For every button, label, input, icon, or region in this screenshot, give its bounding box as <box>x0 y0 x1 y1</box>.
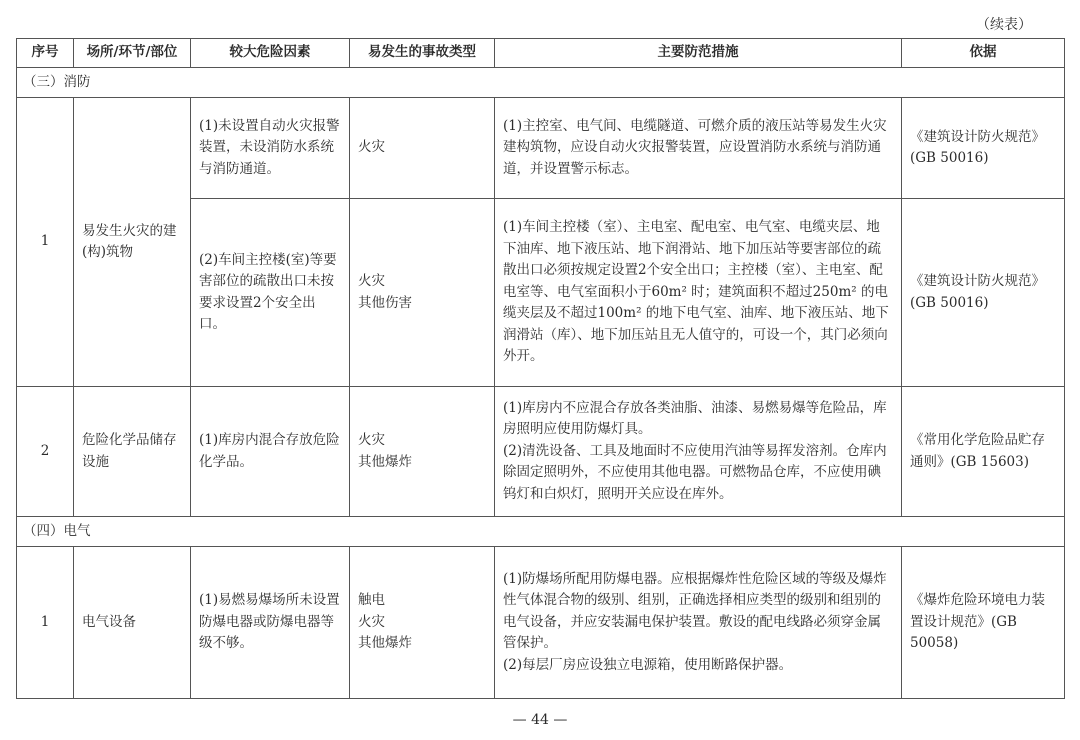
row-basis: 《建筑设计防火规范》(GB 50016) <box>902 199 1065 387</box>
row-measures: (1)防爆场所配用防爆电器。应根据爆炸性危险区域的等级及爆炸性气体混合物的级别、组别，正确选择相应类型的级别和组别的电气设备，并应安装漏电保护装置。敷设的配电线路必须穿金属管保护。 (2)每层厂房应设独立电源箱，使用断路保护器。 <box>495 547 902 699</box>
row-accident-type: 火灾 <box>350 98 495 199</box>
row-basis: 《爆炸危险环境电力装置设计规范》(GB 50058) <box>902 547 1065 699</box>
header-measures: 主要防范措施 <box>495 39 902 68</box>
table-row <box>17 547 1065 699</box>
row-accident-type: 火灾 其他爆炸 <box>350 387 495 517</box>
row-no: 1 <box>17 547 74 699</box>
row-basis: 《常用化学危险品贮存通则》(GB 15603) <box>902 387 1065 517</box>
section-row <box>17 517 1065 547</box>
section-title: （四）电气 <box>17 517 1065 547</box>
row-factor: (2)车间主控楼(室)等要害部位的疏散出口未按要求设置2个安全出口。 <box>191 199 350 387</box>
page-number: — 44 — <box>512 712 568 728</box>
section-row <box>17 68 1065 98</box>
row-factor: (1)易燃易爆场所未设置防爆电器或防爆电器等级不够。 <box>191 547 350 699</box>
row-no: 2 <box>17 387 74 517</box>
row-factor: (1)库房内混合存放危险化学品。 <box>191 387 350 517</box>
row-place: 电气设备 <box>74 547 191 699</box>
row-basis: 《建筑设计防火规范》(GB 50016) <box>902 98 1065 199</box>
row-place: 危险化学品储存设施 <box>74 387 191 517</box>
header-accident-type: 易发生的事故类型 <box>350 39 495 68</box>
hazard-table <box>16 38 1065 699</box>
header-no: 序号 <box>17 39 74 68</box>
header-basis: 依据 <box>902 39 1065 68</box>
row-no: 1 <box>17 98 74 387</box>
continued-label: （续表） <box>976 17 1032 33</box>
row-factor: (1)未设置自动火灾报警装置，未设消防水系统与消防通道。 <box>191 98 350 199</box>
header-factor: 较大危险因素 <box>191 39 350 68</box>
row-measures: (1)车间主控楼（室）、主电室、配电室、电气室、电缆夹层、地下油库、地下液压站、地下润滑站、地下加压站等要害部位的疏散出口必须按规定设置2个安全出口；主控楼（室）、主电室、配电室等、电气室面积小于60m² 时；建筑面积不超过250m² 的电缆夹层及不超过100m² 的地下电气室、油库、地下液压站、地下润滑站（库）、地下加压站且无人值守的，可设一个，其门必须向外开。 <box>495 199 902 387</box>
header-place: 场所/环节/部位 <box>74 39 191 68</box>
row-accident-type: 触电 火灾 其他爆炸 <box>350 547 495 699</box>
row-accident-type: 火灾 其他伤害 <box>350 199 495 387</box>
row-measures: (1)主控室、电气间、电缆隧道、可燃介质的液压站等易发生火灾建构筑物，应设自动火灾报警装置，应设置消防水系统与消防通道，并设置警示标志。 <box>495 98 902 199</box>
header-row <box>17 39 1065 68</box>
section-title: （三）消防 <box>17 68 1065 98</box>
table-row <box>17 98 1065 199</box>
row-place: 易发生火灾的建(构)筑物 <box>74 98 191 387</box>
table-row <box>17 387 1065 517</box>
row-measures: (1)库房内不应混合存放各类油脂、油漆、易燃易爆等危险品，库房照明应使用防爆灯具。 (2)清洗设备、工具及地面时不应使用汽油等易挥发溶剂。仓库内除固定照明外，不应使用其他电器。可燃物品仓库，不应使用碘钨灯和白炽灯，照明开关应设在库外。 <box>495 387 902 517</box>
